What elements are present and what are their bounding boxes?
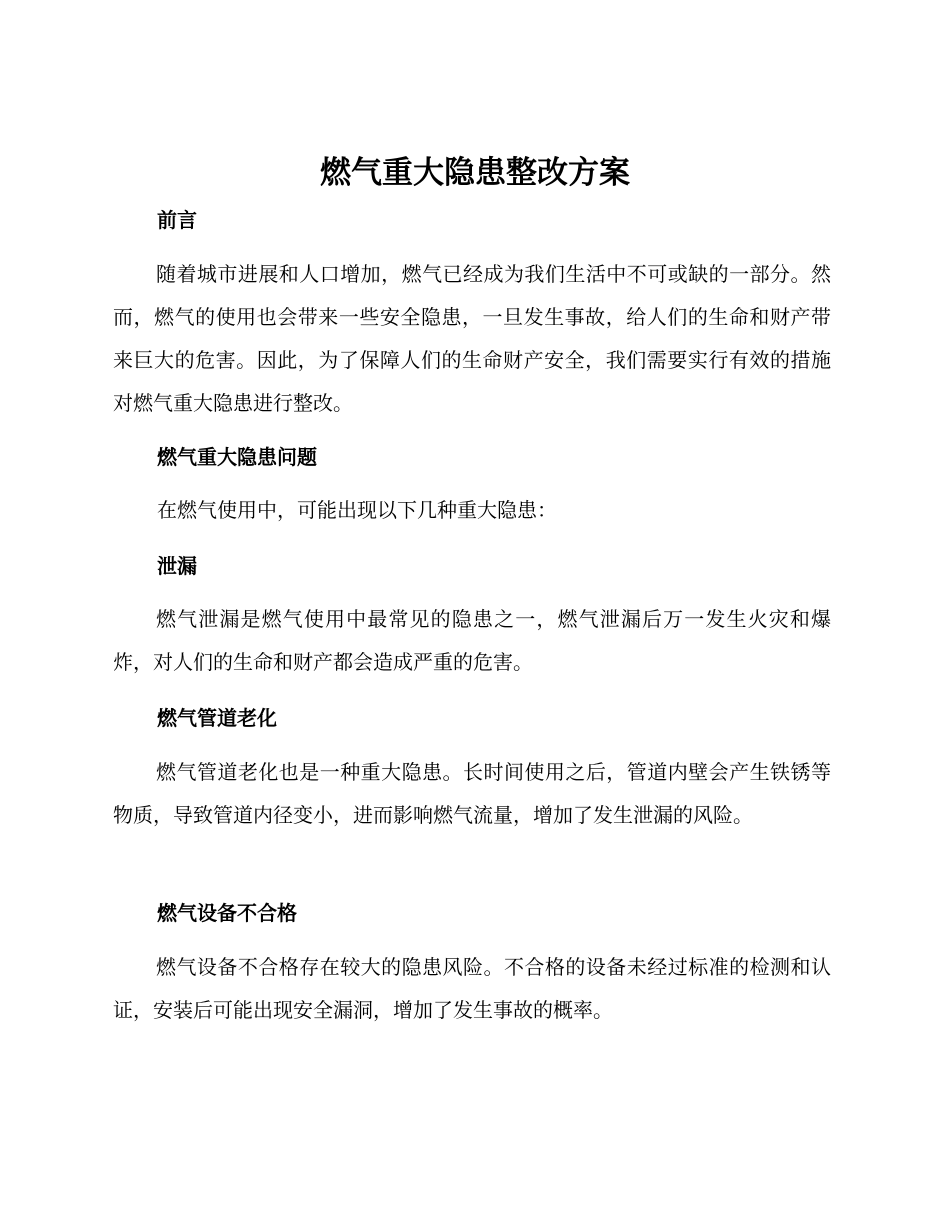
paragraph-problems-intro: 在燃气使用中，可能出现以下几种重大隐患： (157, 498, 557, 522)
section-heading-problems: 燃气重大隐患问题 (157, 445, 317, 469)
paragraph-leak: 燃气泄漏是燃气使用中最常见的隐患之一，燃气泄漏后万一发生火灾和爆炸，对人们的生命和财产都会造成严重的危害。 (113, 607, 831, 674)
document-title: 燃气重大隐患整改方案 (320, 155, 630, 191)
paragraph-equipment: 燃气设备不合格存在较大的隐患风险。不合格的设备未经过标准的检测和认证，安装后可能出现安全漏洞，增加了发生事故的概率。 (113, 955, 831, 1022)
paragraph-preface: 随着城市进展和人口增加，燃气已经成为我们生活中不可或缺的一部分。然而，燃气的使用也会带来一些安全隐患，一旦发生事故，给人们的生命和财产带来巨大的危害。因此，为了保障人们的生命财产安全，我们需要实行有效的措施对燃气重大隐患进行整改。 (113, 262, 831, 415)
section-heading-aging: 燃气管道老化 (157, 706, 277, 730)
section-heading-preface: 前言 (157, 208, 197, 232)
section-heading-equipment: 燃气设备不合格 (157, 901, 297, 925)
section-heading-leak: 泄漏 (157, 554, 197, 578)
paragraph-aging: 燃气管道老化也是一种重大隐患。长时间使用之后，管道内壁会产生铁锈等物质，导致管道内径变小，进而影响燃气流量，增加了发生泄漏的风险。 (113, 760, 831, 827)
